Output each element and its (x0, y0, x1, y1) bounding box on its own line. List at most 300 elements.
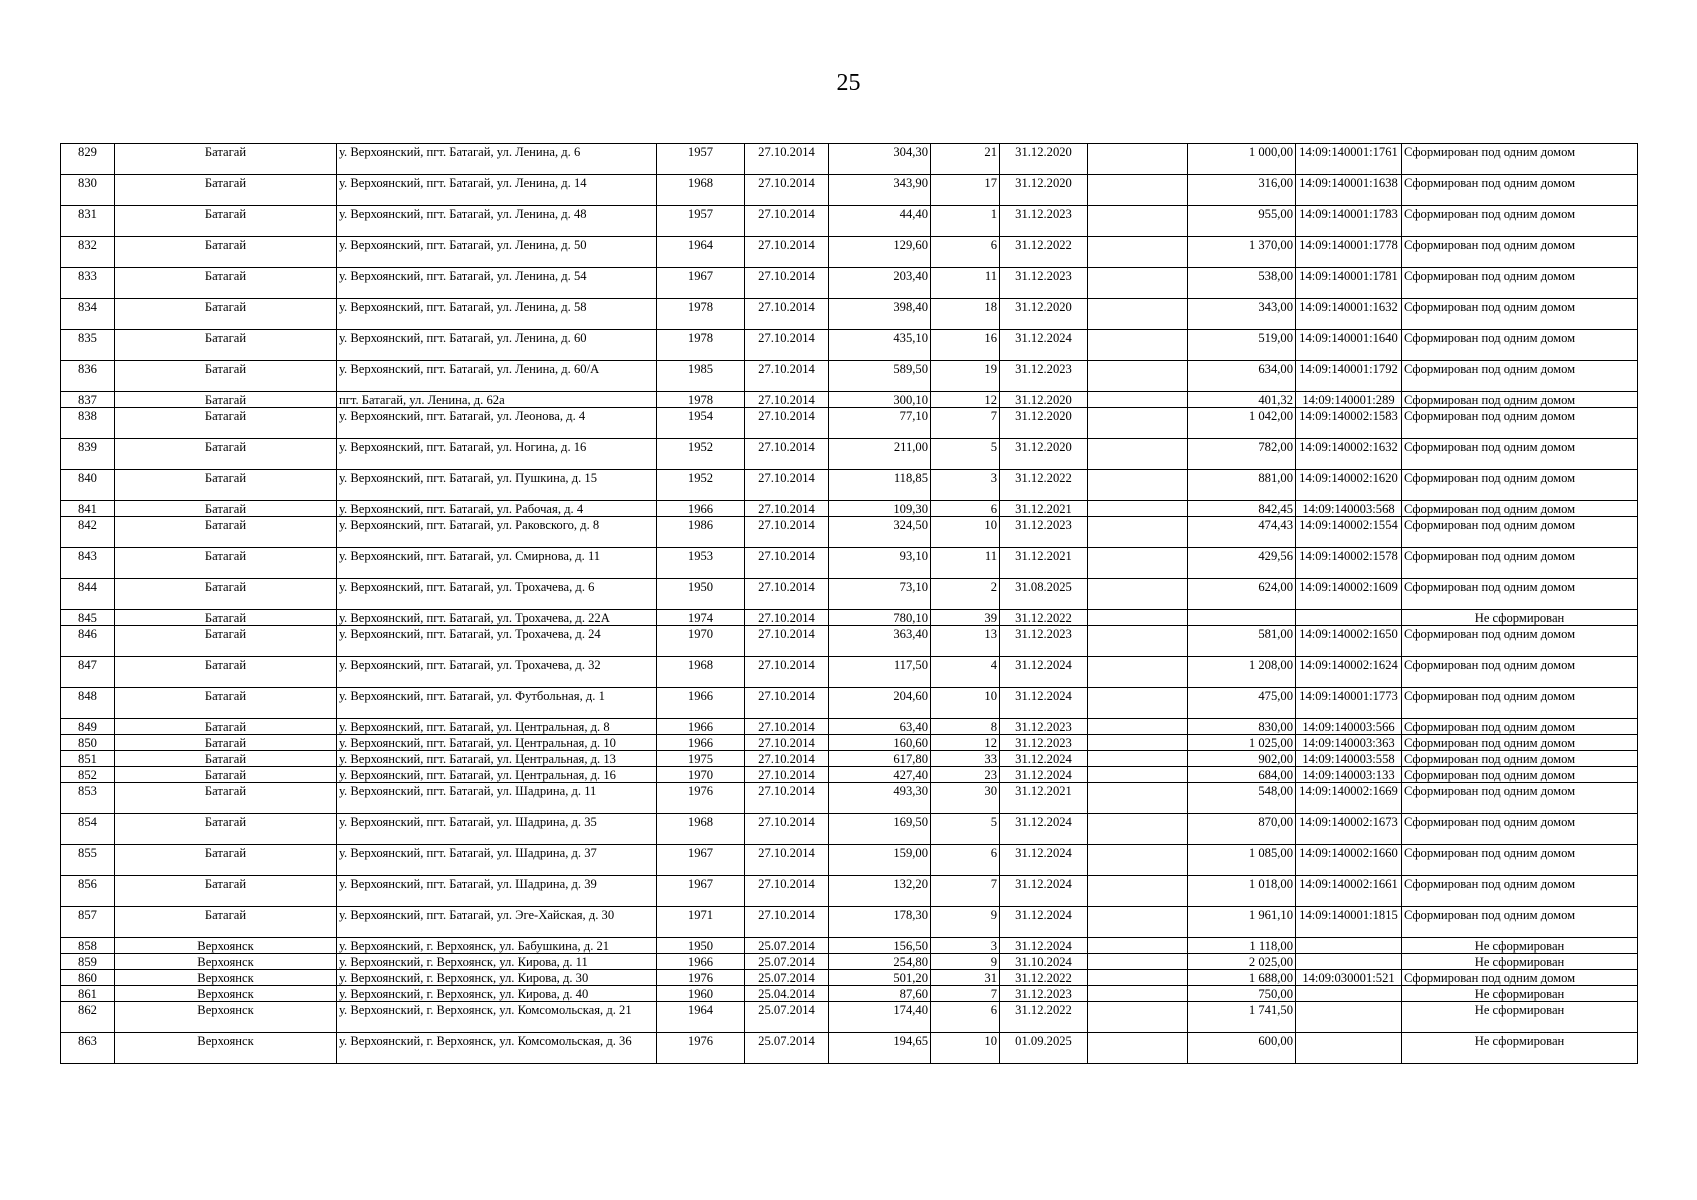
locality-cell: Батагай (115, 470, 337, 501)
address-cell: у. Верхоянский, пгт. Батагай, ул. Ленина, д. 54 (337, 268, 657, 299)
land-status-cell: Сформирован под одним домом (1402, 408, 1638, 439)
empty-cell-cell (1088, 783, 1188, 814)
cadastral-number-cell: 14:09:140001:1783 (1296, 206, 1402, 237)
cost-cell: 600,00 (1188, 1033, 1296, 1064)
row-number-cell: 830 (61, 175, 115, 206)
land-status-cell: Не сформирован (1402, 610, 1638, 626)
cost-cell: 750,00 (1188, 986, 1296, 1002)
empty-cell-cell (1088, 814, 1188, 845)
table-row (61, 330, 1638, 361)
table-row (61, 470, 1638, 501)
empty-cell-cell (1088, 876, 1188, 907)
area-cell: 129,60 (829, 237, 931, 268)
address-cell: у. Верхоянский, пгт. Батагай, ул. Шадрина, д. 35 (337, 814, 657, 845)
land-status-cell: Сформирован под одним домом (1402, 719, 1638, 735)
land-status-cell: Сформирован под одним домом (1402, 237, 1638, 268)
row-number-cell: 853 (61, 783, 115, 814)
row-number-cell: 860 (61, 970, 115, 986)
locality-cell: Батагай (115, 268, 337, 299)
build-year-cell: 1966 (657, 735, 745, 751)
resettlement-date-cell: 31.12.2022 (1000, 970, 1088, 986)
build-year-cell: 1954 (657, 408, 745, 439)
cost-cell: 881,00 (1188, 470, 1296, 501)
area-cell: 159,00 (829, 845, 931, 876)
residents-cell: 2 (931, 579, 1000, 610)
area-cell: 132,20 (829, 876, 931, 907)
table-row (61, 501, 1638, 517)
cost-cell: 684,00 (1188, 767, 1296, 783)
cadastral-number-cell: 14:09:140002:1673 (1296, 814, 1402, 845)
table-row (61, 299, 1638, 330)
empty-cell-cell (1088, 688, 1188, 719)
resettlement-date-cell: 31.12.2022 (1000, 610, 1088, 626)
residents-cell: 10 (931, 1033, 1000, 1064)
recognition-date-cell: 25.07.2014 (745, 1033, 829, 1064)
resettlement-date-cell: 31.12.2024 (1000, 688, 1088, 719)
area-cell: 304,30 (829, 144, 931, 175)
table-row (61, 268, 1638, 299)
area-cell: 117,50 (829, 657, 931, 688)
cost-cell: 519,00 (1188, 330, 1296, 361)
recognition-date-cell: 25.07.2014 (745, 954, 829, 970)
build-year-cell: 1985 (657, 361, 745, 392)
build-year-cell: 1966 (657, 719, 745, 735)
cost-cell: 634,00 (1188, 361, 1296, 392)
recognition-date-cell: 27.10.2014 (745, 175, 829, 206)
recognition-date-cell: 27.10.2014 (745, 610, 829, 626)
locality-cell: Батагай (115, 361, 337, 392)
area-cell: 204,60 (829, 688, 931, 719)
address-cell: у. Верхоянский, пгт. Батагай, ул. Ногина, д. 16 (337, 439, 657, 470)
address-cell: пгт. Батагай, ул. Ленина, д. 62а (337, 392, 657, 408)
address-cell: у. Верхоянский, г. Верхоянск, ул. Комсомольская, д. 36 (337, 1033, 657, 1064)
table-row (61, 361, 1638, 392)
area-cell: 300,10 (829, 392, 931, 408)
cadastral-number-cell (1296, 1033, 1402, 1064)
cadastral-number-cell: 14:09:140001:1781 (1296, 268, 1402, 299)
area-cell: 109,30 (829, 501, 931, 517)
cadastral-number-cell: 14:09:140001:1773 (1296, 688, 1402, 719)
resettlement-date-cell: 31.12.2024 (1000, 938, 1088, 954)
cost-cell: 548,00 (1188, 783, 1296, 814)
residents-cell: 6 (931, 845, 1000, 876)
row-number-cell: 842 (61, 517, 115, 548)
table-row (61, 751, 1638, 767)
cadastral-number-cell (1296, 954, 1402, 970)
empty-cell-cell (1088, 845, 1188, 876)
cadastral-number-cell: 14:09:140002:1554 (1296, 517, 1402, 548)
empty-cell-cell (1088, 626, 1188, 657)
build-year-cell: 1978 (657, 392, 745, 408)
locality-cell: Батагай (115, 610, 337, 626)
land-status-cell: Сформирован под одним домом (1402, 144, 1638, 175)
recognition-date-cell: 27.10.2014 (745, 767, 829, 783)
land-status-cell: Сформирован под одним домом (1402, 361, 1638, 392)
cost-cell: 1 370,00 (1188, 237, 1296, 268)
resettlement-date-cell: 01.09.2025 (1000, 1033, 1088, 1064)
residents-cell: 8 (931, 719, 1000, 735)
locality-cell: Батагай (115, 688, 337, 719)
cost-cell: 1 961,10 (1188, 907, 1296, 938)
locality-cell: Батагай (115, 237, 337, 268)
address-cell: у. Верхоянский, пгт. Батагай, ул. Футбольная, д. 1 (337, 688, 657, 719)
table-row (61, 657, 1638, 688)
land-status-cell: Сформирован под одним домом (1402, 206, 1638, 237)
address-cell: у. Верхоянский, пгт. Батагай, ул. Смирнова, д. 11 (337, 548, 657, 579)
residents-cell: 6 (931, 237, 1000, 268)
cost-cell: 902,00 (1188, 751, 1296, 767)
build-year-cell: 1978 (657, 330, 745, 361)
table-row (61, 814, 1638, 845)
area-cell: 427,40 (829, 767, 931, 783)
cadastral-number-cell: 14:09:140001:1778 (1296, 237, 1402, 268)
resettlement-date-cell: 31.12.2024 (1000, 876, 1088, 907)
row-number-cell: 845 (61, 610, 115, 626)
build-year-cell: 1966 (657, 688, 745, 719)
locality-cell: Батагай (115, 408, 337, 439)
cost-cell: 1 741,50 (1188, 1002, 1296, 1033)
resettlement-date-cell: 31.12.2020 (1000, 392, 1088, 408)
residents-cell: 10 (931, 688, 1000, 719)
locality-cell: Батагай (115, 907, 337, 938)
area-cell: 178,30 (829, 907, 931, 938)
table-row (61, 1033, 1638, 1064)
residents-cell: 11 (931, 548, 1000, 579)
resettlement-date-cell: 31.12.2024 (1000, 330, 1088, 361)
locality-cell: Верхоянск (115, 1033, 337, 1064)
resettlement-date-cell: 31.12.2020 (1000, 439, 1088, 470)
resettlement-date-cell: 31.12.2022 (1000, 1002, 1088, 1033)
residents-cell: 3 (931, 938, 1000, 954)
empty-cell-cell (1088, 299, 1188, 330)
cadastral-number-cell: 14:09:140003:566 (1296, 719, 1402, 735)
residents-cell: 9 (931, 954, 1000, 970)
table-row (61, 688, 1638, 719)
residents-cell: 30 (931, 783, 1000, 814)
area-cell: 169,50 (829, 814, 931, 845)
row-number-cell: 863 (61, 1033, 115, 1064)
build-year-cell: 1952 (657, 439, 745, 470)
recognition-date-cell: 27.10.2014 (745, 517, 829, 548)
land-status-cell: Сформирован под одним домом (1402, 268, 1638, 299)
build-year-cell: 1960 (657, 986, 745, 1002)
recognition-date-cell: 27.10.2014 (745, 144, 829, 175)
locality-cell: Верхоянск (115, 1002, 337, 1033)
recognition-date-cell: 27.10.2014 (745, 657, 829, 688)
empty-cell-cell (1088, 361, 1188, 392)
residents-cell: 23 (931, 767, 1000, 783)
cost-cell: 842,45 (1188, 501, 1296, 517)
build-year-cell: 1967 (657, 845, 745, 876)
address-cell: у. Верхоянский, пгт. Батагай, ул. Ленина, д. 60/А (337, 361, 657, 392)
table-row (61, 954, 1638, 970)
cadastral-number-cell: 14:09:140002:1578 (1296, 548, 1402, 579)
housing-registry-table (60, 143, 1638, 1064)
resettlement-date-cell: 31.12.2023 (1000, 361, 1088, 392)
table-row (61, 783, 1638, 814)
residents-cell: 39 (931, 610, 1000, 626)
locality-cell: Батагай (115, 392, 337, 408)
area-cell: 63,40 (829, 719, 931, 735)
cadastral-number-cell: 14:09:140002:1660 (1296, 845, 1402, 876)
resettlement-date-cell: 31.12.2020 (1000, 408, 1088, 439)
resettlement-date-cell: 31.12.2021 (1000, 501, 1088, 517)
cost-cell: 401,32 (1188, 392, 1296, 408)
table-row (61, 719, 1638, 735)
build-year-cell: 1952 (657, 470, 745, 501)
cost-cell: 1 208,00 (1188, 657, 1296, 688)
table-row (61, 579, 1638, 610)
table-row (61, 237, 1638, 268)
cadastral-number-cell: 14:09:140002:1632 (1296, 439, 1402, 470)
area-cell: 343,90 (829, 175, 931, 206)
row-number-cell: 856 (61, 876, 115, 907)
build-year-cell: 1976 (657, 1033, 745, 1064)
recognition-date-cell: 27.10.2014 (745, 237, 829, 268)
build-year-cell: 1971 (657, 907, 745, 938)
land-status-cell: Сформирован под одним домом (1402, 517, 1638, 548)
land-status-cell: Сформирован под одним домом (1402, 626, 1638, 657)
page-number: 25 (836, 70, 861, 96)
cadastral-number-cell: 14:09:140001:1792 (1296, 361, 1402, 392)
resettlement-date-cell: 31.10.2024 (1000, 954, 1088, 970)
address-cell: у. Верхоянский, г. Верхоянск, ул. Кирова, д. 30 (337, 970, 657, 986)
address-cell: у. Верхоянский, пгт. Батагай, ул. Трохачева, д. 22А (337, 610, 657, 626)
locality-cell: Батагай (115, 206, 337, 237)
locality-cell: Батагай (115, 517, 337, 548)
area-cell: 435,10 (829, 330, 931, 361)
residents-cell: 17 (931, 175, 1000, 206)
area-cell: 203,40 (829, 268, 931, 299)
empty-cell-cell (1088, 206, 1188, 237)
locality-cell: Батагай (115, 626, 337, 657)
table-row (61, 408, 1638, 439)
cadastral-number-cell: 14:09:140002:1624 (1296, 657, 1402, 688)
row-number-cell: 837 (61, 392, 115, 408)
land-status-cell: Сформирован под одним домом (1402, 548, 1638, 579)
table-row (61, 986, 1638, 1002)
land-status-cell: Не сформирован (1402, 1002, 1638, 1033)
recognition-date-cell: 27.10.2014 (745, 735, 829, 751)
table-row (61, 876, 1638, 907)
row-number-cell: 833 (61, 268, 115, 299)
area-cell: 93,10 (829, 548, 931, 579)
locality-cell: Батагай (115, 719, 337, 735)
build-year-cell: 1957 (657, 144, 745, 175)
build-year-cell: 1968 (657, 657, 745, 688)
recognition-date-cell: 27.10.2014 (745, 408, 829, 439)
resettlement-date-cell: 31.12.2024 (1000, 657, 1088, 688)
recognition-date-cell: 27.10.2014 (745, 719, 829, 735)
locality-cell: Батагай (115, 845, 337, 876)
land-status-cell: Сформирован под одним домом (1402, 501, 1638, 517)
row-number-cell: 852 (61, 767, 115, 783)
land-status-cell: Сформирован под одним домом (1402, 392, 1638, 408)
empty-cell-cell (1088, 719, 1188, 735)
table-row (61, 392, 1638, 408)
land-status-cell: Сформирован под одним домом (1402, 767, 1638, 783)
recognition-date-cell: 27.10.2014 (745, 330, 829, 361)
area-cell: 194,65 (829, 1033, 931, 1064)
empty-cell-cell (1088, 610, 1188, 626)
table-row (61, 144, 1638, 175)
cost-cell: 475,00 (1188, 688, 1296, 719)
cost-cell (1188, 610, 1296, 626)
address-cell: у. Верхоянский, пгт. Батагай, ул. Пушкина, д. 15 (337, 470, 657, 501)
land-status-cell: Сформирован под одним домом (1402, 907, 1638, 938)
land-status-cell: Не сформирован (1402, 938, 1638, 954)
row-number-cell: 838 (61, 408, 115, 439)
address-cell: у. Верхоянский, г. Верхоянск, ул. Бабушкина, д. 21 (337, 938, 657, 954)
address-cell: у. Верхоянский, пгт. Батагай, ул. Ленина, д. 60 (337, 330, 657, 361)
row-number-cell: 840 (61, 470, 115, 501)
recognition-date-cell: 27.10.2014 (745, 814, 829, 845)
recognition-date-cell: 27.10.2014 (745, 299, 829, 330)
recognition-date-cell: 27.10.2014 (745, 268, 829, 299)
land-status-cell: Сформирован под одним домом (1402, 579, 1638, 610)
empty-cell-cell (1088, 986, 1188, 1002)
cost-cell: 474,43 (1188, 517, 1296, 548)
cadastral-number-cell: 14:09:140003:133 (1296, 767, 1402, 783)
land-status-cell: Сформирован под одним домом (1402, 299, 1638, 330)
locality-cell: Батагай (115, 657, 337, 688)
locality-cell: Верхоянск (115, 954, 337, 970)
resettlement-date-cell: 31.12.2024 (1000, 907, 1088, 938)
cadastral-number-cell: 14:09:140001:1640 (1296, 330, 1402, 361)
table-row (61, 610, 1638, 626)
address-cell: у. Верхоянский, г. Верхоянск, ул. Кирова, д. 40 (337, 986, 657, 1002)
cost-cell: 343,00 (1188, 299, 1296, 330)
resettlement-date-cell: 31.12.2023 (1000, 735, 1088, 751)
registry-body (61, 144, 1638, 1064)
area-cell: 398,40 (829, 299, 931, 330)
empty-cell-cell (1088, 907, 1188, 938)
area-cell: 87,60 (829, 986, 931, 1002)
area-cell: 160,60 (829, 735, 931, 751)
recognition-date-cell: 27.10.2014 (745, 392, 829, 408)
empty-cell-cell (1088, 579, 1188, 610)
recognition-date-cell: 27.10.2014 (745, 751, 829, 767)
row-number-cell: 861 (61, 986, 115, 1002)
row-number-cell: 839 (61, 439, 115, 470)
address-cell: у. Верхоянский, пгт. Батагай, ул. Центральная, д. 16 (337, 767, 657, 783)
cost-cell: 429,56 (1188, 548, 1296, 579)
address-cell: у. Верхоянский, пгт. Батагай, ул. Ленина, д. 14 (337, 175, 657, 206)
address-cell: у. Верхоянский, пгт. Батагай, ул. Трохачева, д. 6 (337, 579, 657, 610)
cadastral-number-cell (1296, 938, 1402, 954)
table-row (61, 767, 1638, 783)
row-number-cell: 829 (61, 144, 115, 175)
row-number-cell: 841 (61, 501, 115, 517)
row-number-cell: 846 (61, 626, 115, 657)
recognition-date-cell: 27.10.2014 (745, 688, 829, 719)
table-row (61, 206, 1638, 237)
table-row (61, 439, 1638, 470)
land-status-cell: Сформирован под одним домом (1402, 814, 1638, 845)
resettlement-date-cell: 31.08.2025 (1000, 579, 1088, 610)
address-cell: у. Верхоянский, пгт. Батагай, ул. Ленина, д. 58 (337, 299, 657, 330)
table-row (61, 175, 1638, 206)
address-cell: у. Верхоянский, пгт. Батагай, ул. Трохачева, д. 32 (337, 657, 657, 688)
empty-cell-cell (1088, 144, 1188, 175)
residents-cell: 18 (931, 299, 1000, 330)
table-row (61, 735, 1638, 751)
empty-cell-cell (1088, 767, 1188, 783)
empty-cell-cell (1088, 548, 1188, 579)
address-cell: у. Верхоянский, пгт. Батагай, ул. Центральная, д. 13 (337, 751, 657, 767)
build-year-cell: 1976 (657, 783, 745, 814)
address-cell: у. Верхоянский, пгт. Батагай, ул. Ленина, д. 6 (337, 144, 657, 175)
empty-cell-cell (1088, 938, 1188, 954)
locality-cell: Батагай (115, 439, 337, 470)
empty-cell-cell (1088, 517, 1188, 548)
locality-cell: Батагай (115, 579, 337, 610)
row-number-cell: 847 (61, 657, 115, 688)
build-year-cell: 1966 (657, 954, 745, 970)
cadastral-number-cell: 14:09:140002:1583 (1296, 408, 1402, 439)
residents-cell: 9 (931, 907, 1000, 938)
cost-cell: 782,00 (1188, 439, 1296, 470)
recognition-date-cell: 27.10.2014 (745, 548, 829, 579)
locality-cell: Батагай (115, 783, 337, 814)
land-status-cell: Сформирован под одним домом (1402, 657, 1638, 688)
row-number-cell: 835 (61, 330, 115, 361)
table-row (61, 938, 1638, 954)
land-status-cell: Сформирован под одним домом (1402, 845, 1638, 876)
land-status-cell: Сформирован под одним домом (1402, 876, 1638, 907)
cadastral-number-cell: 14:09:140001:1761 (1296, 144, 1402, 175)
residents-cell: 10 (931, 517, 1000, 548)
cadastral-number-cell: 14:09:140003:363 (1296, 735, 1402, 751)
locality-cell: Батагай (115, 735, 337, 751)
resettlement-date-cell: 31.12.2024 (1000, 767, 1088, 783)
locality-cell: Батагай (115, 876, 337, 907)
empty-cell-cell (1088, 268, 1188, 299)
locality-cell: Верхоянск (115, 970, 337, 986)
area-cell: 589,50 (829, 361, 931, 392)
resettlement-date-cell: 31.12.2023 (1000, 206, 1088, 237)
locality-cell: Батагай (115, 767, 337, 783)
row-number-cell: 848 (61, 688, 115, 719)
recognition-date-cell: 27.10.2014 (745, 206, 829, 237)
locality-cell: Батагай (115, 751, 337, 767)
build-year-cell: 1957 (657, 206, 745, 237)
empty-cell-cell (1088, 470, 1188, 501)
build-year-cell: 1966 (657, 501, 745, 517)
row-number-cell: 854 (61, 814, 115, 845)
locality-cell: Батагай (115, 144, 337, 175)
table-row (61, 517, 1638, 548)
resettlement-date-cell: 31.12.2023 (1000, 626, 1088, 657)
resettlement-date-cell: 31.12.2021 (1000, 783, 1088, 814)
residents-cell: 7 (931, 876, 1000, 907)
locality-cell: Верхоянск (115, 986, 337, 1002)
row-number-cell: 844 (61, 579, 115, 610)
residents-cell: 5 (931, 814, 1000, 845)
resettlement-date-cell: 31.12.2024 (1000, 845, 1088, 876)
recognition-date-cell: 27.10.2014 (745, 361, 829, 392)
area-cell: 493,30 (829, 783, 931, 814)
address-cell: у. Верхоянский, пгт. Батагай, ул. Шадрина, д. 11 (337, 783, 657, 814)
cost-cell: 1 000,00 (1188, 144, 1296, 175)
area-cell: 174,40 (829, 1002, 931, 1033)
land-status-cell: Сформирован под одним домом (1402, 735, 1638, 751)
address-cell: у. Верхоянский, пгт. Батагай, ул. Рабочая, д. 4 (337, 501, 657, 517)
cost-cell: 830,00 (1188, 719, 1296, 735)
empty-cell-cell (1088, 330, 1188, 361)
area-cell: 156,50 (829, 938, 931, 954)
build-year-cell: 1974 (657, 610, 745, 626)
